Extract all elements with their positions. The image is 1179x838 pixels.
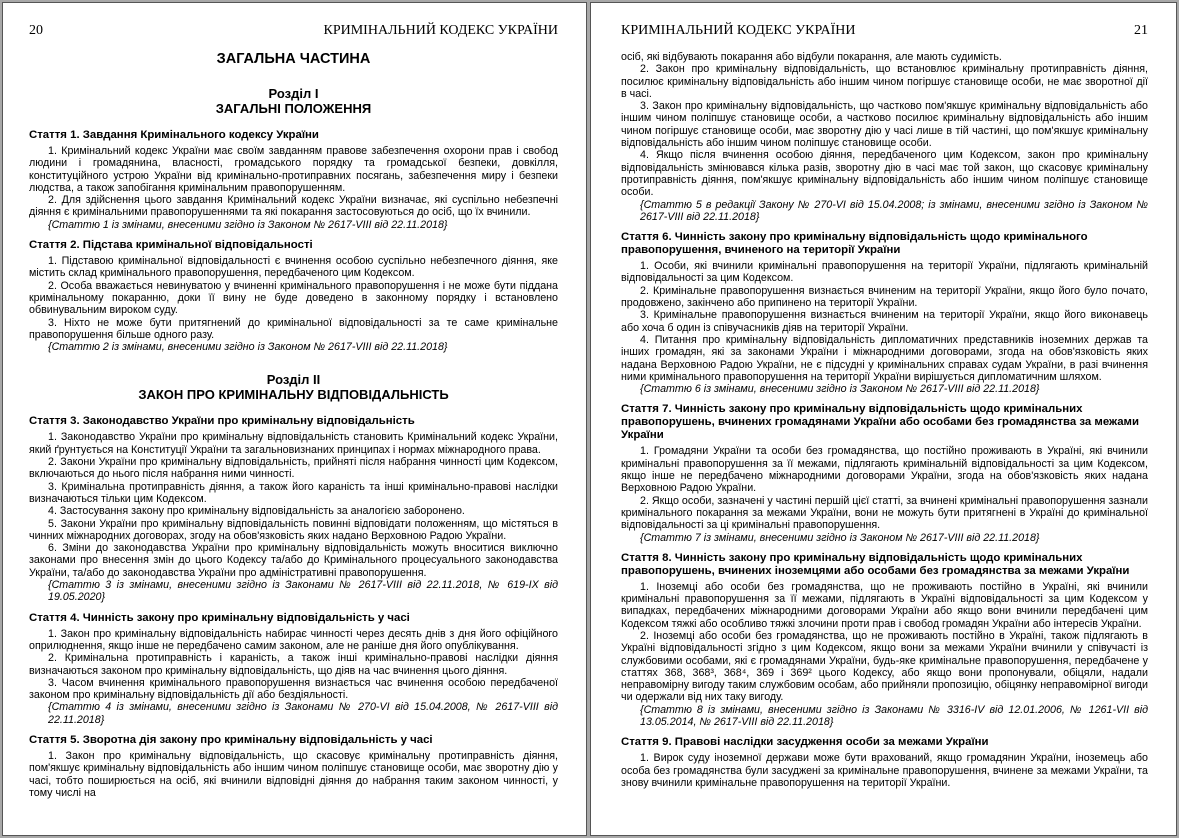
paragraph: 4. Якщо після вчинення особою діяння, передбаченого цим Кодексом, закон про кримінальну відповідальність змінювався кілька разів, зворотну дію в часі має той закон, що скасовує кримінальну протиправність діяння, пом'якшує кримінальну відповідальність або іншим чином поліпшує становище особи. — [621, 149, 1148, 199]
paragraph: 6. Зміни до законодавства України про кримінальну відповідальність можуть вноситися виключно законами про внесення змін до цього Кодексу та/або до Кримінального процесуального законодавства України, та/або до законодавства України про адміністративні правопорушення. — [29, 542, 558, 579]
section-heading — [29, 87, 558, 116]
paragraph: 2. Іноземці або особи без громадянства, що не проживають постійно в Україні, також підлягають в Україні відповідальності згідно з цим Кодексом, якщо вони за межами України вчинили у співучасті із службовими особами, які є громадянами України, будь-яке кримінальне правопорушення, передбачене у статтях 368, 368³, 368⁴, 369 і 369² цього Кодексу, або якщо вони пропонували, обіцяли, надали неправомірну вигоду таким службовим особам, або прийняли пропозицію, обіцянку неправомірної вигоди чи одержали від них таку вигоду. — [621, 629, 1148, 704]
article-title: Стаття 1. Завдання Кримінального кодексу України — [29, 129, 319, 141]
amendment-note: {Статтю 1 із змінами, внесеними згідно із Законом № 2617-VIII від 22.11.2018} — [48, 218, 448, 231]
section-title: ЗАКОН ПРО КРИМІНАЛЬНУ ВІДПОВІДАЛЬНІСТЬ — [138, 386, 449, 402]
paragraph: 1. Іноземці або особи без громадянства, що не проживають постійно в Україні, які вчинили кримінальні правопорушення за її межами, підлягають в Україні відповідальності за цим Кодексом у випадках, передбачених міжнародними договорами України або якщо вони вчинили передбачені цим Кодексом тяжкі або особливо тяжкі злочини проти прав і свобод громадян України або інтересів України. — [621, 580, 1148, 630]
article-title: Стаття 8. Чинність закону про кримінальну відповідальність щодо кримінальних правопорушень, вчинених іноземцями або особами без громадянства за межами України — [621, 551, 1130, 577]
running-head-title: КРИМІНАЛЬНИЙ КОДЕКС УКРАЇНИ — [621, 23, 856, 38]
paragraph: 1. Підставою кримінальної відповідальності є вчинення особою суспільно небезпечного діяння, яке містить склад кримінального правопорушення, передбаченого цим Кодексом. — [29, 255, 558, 280]
amendment-note: {Статтю 5 в редакції Закону № 270-VI від 15.04.2008; із змінами, внесеними згідно із Законом № 2617-VIII від 22.11.2018} — [640, 198, 1148, 223]
article-title: Стаття 9. Правові наслідки засудження особи за межами України — [621, 736, 989, 749]
paragraph: 2. Особа вважається невинуватою у вчиненні кримінального правопорушення і не може бути піддана кримінальному покаранню, доки її вину не буде доведено в законному порядку і встановлено обвинувальним вироком суду. — [29, 279, 558, 317]
paragraph: 3. Кримінальне правопорушення визнається вчиненим на території України, якщо його виконавець або хоча б один із співучасників діяв на території України. — [621, 309, 1148, 334]
article-5-continued — [621, 51, 1148, 223]
amendment-note: {Статтю 8 із змінами, внесеними згідно із Законами № 3316-IV від 12.01.2006, № 1261-VII від 13.05.2014, № 2617-VIII від 22.11.2018} — [640, 703, 1148, 729]
paragraph: 5. Закони України про кримінальну відповідальність повинні відповідати положенням, що містяться в чинних міжнародних договорах, згоду на обов'язковість яких надано Верховною Радою України. — [29, 517, 558, 542]
left-page — [2, 2, 587, 836]
article-7 — [621, 403, 1148, 543]
paragraph: 3. Ніхто не може бути притягнений до кримінальної відповідальності за те саме кримінальне правопорушення більше одного разу. — [29, 316, 558, 341]
article-title: Стаття 6. Чинність закону про кримінальну відповідальність щодо кримінального правопорушення, вчиненого на території України — [621, 231, 1088, 257]
paragraph: 1. Громадяни України та особи без громадянства, що постійно проживають в Україні, які вчинили кримінальні правопорушення за її межами, підлягають кримінальній відповідальності за цим Кодексом, якщо інше не передбачено міжнародними договорами України, згода на обов'язковість яких надана Верховною Радою України. — [621, 445, 1148, 495]
running-head-title: КРИМІНАЛЬНИЙ КОДЕКС УКРАЇНИ — [323, 23, 558, 38]
section-label: Розділ I — [268, 86, 319, 101]
paragraph: осіб, які відбувають покарання або відбули покарання, але мають судимість. — [621, 51, 1002, 63]
article-8 — [621, 552, 1148, 729]
amendment-note: {Статтю 6 із змінами, внесеними згідно із Законом № 2617-VIII від 22.11.2018} — [640, 383, 1040, 396]
paragraph: 2. Кримінальна протиправність і караність, а також інші кримінально-правові наслідки діяння визначаються законом про кримінальну відповідальність, що діяв на час вчинення цього діяння. — [29, 652, 558, 677]
right-page — [590, 2, 1177, 836]
amendment-note: {Статтю 7 із змінами, внесеними згідно із Законом № 2617-VIII від 22.11.2018} — [640, 531, 1040, 544]
running-head — [29, 23, 558, 41]
section-label: Розділ II — [266, 372, 321, 388]
amendment-note: {Статтю 2 із змінами, внесеними згідно із Законом № 2617-VIII від 22.11.2018} — [48, 341, 448, 354]
article-9 — [621, 736, 1148, 789]
article-title: Стаття 2. Підстава кримінальної відповідальності — [29, 239, 313, 252]
section-title: ЗАГАЛЬНІ ПОЛОЖЕННЯ — [215, 100, 372, 116]
part-title: ЗАГАЛЬНА ЧАСТИНА — [216, 51, 371, 67]
paragraph: 1. Вирок суду іноземної держави може бути врахований, якщо громадянин України, іноземець або особа без громадянства були засуджені за кримінальне правопорушення, вчинене за межами України, та знову вчинили кримінальне правопорушення на території України. — [621, 752, 1148, 789]
article-1 — [29, 129, 558, 231]
amendment-note: {Статтю 3 із змінами, внесеними згідно із Законами № 2617-VIII від 22.11.2018, № 619-IX від 19.05.2020} — [48, 579, 558, 604]
amendment-note: {Статтю 4 із змінами, внесеними згідно із Законами № 270-VI від 15.04.2008, № 2617-VIII від 22.11.2018} — [48, 701, 558, 726]
article-5 — [29, 734, 558, 799]
article-title: Стаття 5. Зворотна дія закону про кримінальну відповідальність у часі — [29, 733, 433, 746]
article-title: Стаття 3. Законодавство України про кримінальну відповідальність — [29, 415, 415, 428]
paragraph: 4. Питання про кримінальну відповідальність дипломатичних представників іноземних держав та інших громадян, які за законами України і міжнародними договорами, згода на обов'язковість яких надана Верховною Радою України, не є підсудні у кримінальних справах судам України, в разі вчинення ними кримінального правопорушення на території України вирішується дипломатичним шляхом. — [621, 333, 1148, 383]
paragraph: 1. Закон про кримінальну відповідальність, що скасовує кримінальну протиправність діяння, пом'якшує кримінальну відповідальність або іншим чином поліпшує становище особи, має зворотну дію у часі, тобто поширюється на осіб, які вчинили відповідні діяння до набрання таким законом чинності, у тому числі на — [29, 749, 558, 799]
article-4 — [29, 612, 558, 726]
paragraph: 1. Особи, які вчинили кримінальні правопорушення на території України, підлягають кримінальній відповідальності за цим Кодексом. — [621, 260, 1148, 285]
paragraph: 3. Часом вчинення кримінального правопорушення визнається час вчинення особою передбаченої законом про кримінальну відповідальність дії або бездіяльності. — [29, 676, 558, 702]
paragraph: 4. Застосування закону про кримінальну відповідальність за аналогією заборонено. — [48, 505, 465, 518]
paragraph: 2. Якщо особи, зазначені у частині першій цієї статті, за вчинені кримінальні правопорушення зазнали кримінального покарання за межами України, вони не можуть бути притягнені в Україні до кримінальної відповідальності за ці кримінальні правопорушення. — [621, 494, 1148, 532]
running-head — [621, 23, 1148, 41]
paragraph: 2. Закони України про кримінальну відповідальність, прийняті після набрання чинності цим Кодексом, включаються до нього після набрання ними чинності. — [29, 456, 558, 481]
article-6 — [621, 231, 1148, 395]
paragraph: 3. Кримінальна протиправність діяння, а також його караність та інші кримінально-правові наслідки визначаються тільки цим Кодексом. — [29, 480, 558, 505]
paragraph: 1. Закон про кримінальну відповідальність набирає чинності через десять днів з дня його офіційного оприлюднення, якщо інше не передбачено самим законом, але не раніше дня його опублікування. — [29, 627, 558, 652]
section-heading — [29, 373, 558, 402]
page-number: 21 — [1134, 23, 1148, 38]
page-number: 20 — [29, 23, 43, 38]
article-title: Стаття 7. Чинність закону про кримінальну відповідальність щодо кримінальних правопорушень, вчинених громадянами України або особами без громадянства за межами України — [621, 403, 1139, 442]
article-2 — [29, 239, 558, 353]
paragraph: 1. Кримінальний кодекс України має своїм завданням правове забезпечення охорони прав і свобод людини і громадянина, власності, громадського порядку та громадської безпеки, довкілля, конституційного устрою України від кримінально-протиправних посягань, забезпечення миру і безпеки людства, а також запобігання кримінальним правопорушенням. — [29, 145, 558, 194]
paragraph: 2. Для здійснення цього завдання Кримінальний кодекс України визначає, які суспільно небезпечні діяння є кримінальними правопорушеннями та які покарання застосовуються до осіб, що їх вчинили. — [29, 194, 558, 219]
article-3 — [29, 415, 558, 603]
article-title: Стаття 4. Чинність закону про кримінальну відповідальність у часі — [29, 611, 410, 624]
paragraph: 2. Кримінальне правопорушення визнається вчиненим на території України, якщо його було почато, продовжено, закінчено або припинено на території України. — [621, 284, 1148, 310]
paragraph: 2. Закон про кримінальну відповідальність, що встановлює кримінальну протиправність діяння, посилює кримінальну відповідальність або іншим чином погіршує становище особи, не має зворотної дії в часі. — [621, 63, 1148, 100]
paragraph: 1. Законодавство України про кримінальну відповідальність становить Кримінальний кодекс України, який ґрунтується на Конституції України та загальновизнаних принципах і нормах міжнародного права. — [29, 431, 558, 456]
paragraph: 3. Закон про кримінальну відповідальність, що частково пом'якшує кримінальну відповідальність або іншим чином поліпшує становище особи, а частково посилює кримінальну відповідальність або іншим чином погіршує становище особи, має зворотну дію у часі лише в тій частині, що пом'якшує кримінальну відповідальність або іншим чином поліпшує становище особи. — [621, 100, 1148, 150]
